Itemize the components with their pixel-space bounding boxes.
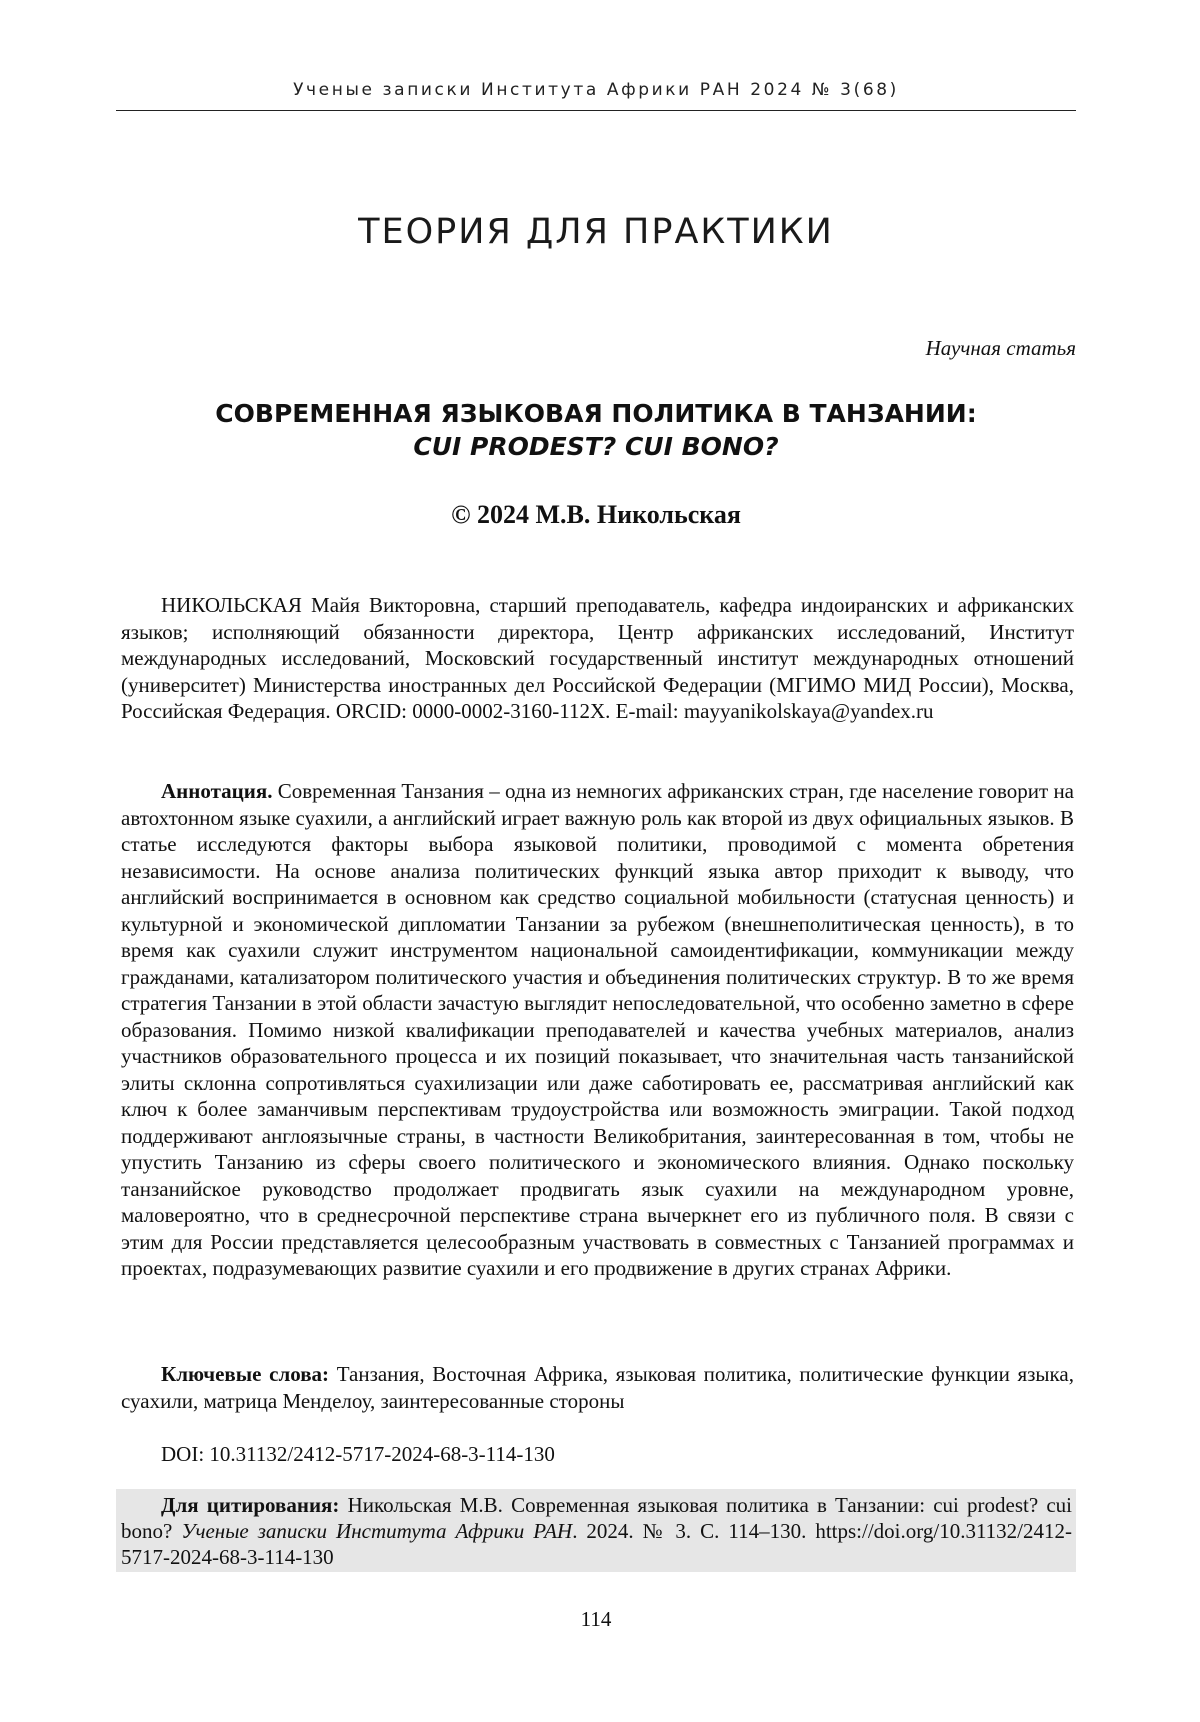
doi: DOI: 10.31132/2412-5717-2024-68-3-114-130 [121, 1441, 1074, 1468]
citation-text: Никольская М.В. Современная языковая политика в Танзании: cui prodest? cui bono? [121, 1493, 1072, 1543]
keywords-label: Ключевые слова: [161, 1362, 329, 1386]
citation-journal: Ученые записки Института Африки РАН [181, 1519, 572, 1543]
page-number: 114 [116, 1607, 1076, 1632]
keywords-text: Танзания, Восточная Африка, языковая политика, политические функции языка, суахили, матрица Менделоу, заинтересованные стороны [121, 1362, 1074, 1413]
abstract-text: Современная Танзания – одна из немногих африканских стран, где население говорит на автохтонном языке суахили, а английский играет важную роль как второй из двух официальных языков. В статье исследуются факторы выбора языковой политики, проводимой с момента обретения независимости. На основе анализа политических функций языка автор приходит к выводу, что английский воспринимается в основном как средство социальной мобильности (статусная ценность) и культурной и экономической дипломатии Танзании за рубежом (внешнеполитическая ценность), в то время как суахили служит инструментом национальной самоидентификации, коммуникации между гражданами, катализатором политического участия и объединения политических структур. В то же время стратегия Танзании в этой области зачастую выглядит непоследовательной, что особенно заметно в сфере образования. Помимо низкой квалификации преподавателей и качества учебных материалов, анализ участников образовательного процесса и их позиций показывает, что значительная часть танзанийской элиты склонна сопротивляться суахилизации или даже саботировать ее, рассматривая английский как ключ к более заманчивым перспективам трудоустройства или возможность эмиграции. Такой подход поддерживают англоязычные страны, в частности Великобритания, заинтересованная в том, чтобы не упустить Танзанию из сферы своего политического и экономического влияния. Однако поскольку танзанийское руководство продолжает продвигать язык суахили на международном уровне, маловероятно, что в среднесрочной перспективе страна вычеркнет его из публичного поля. В связи с этим для России представляется целесообразным участвовать в совместных с Танзанией программах и проектах, подразумевающих развитие суахили и его продвижение в других странах Африки. [121, 779, 1074, 1280]
article-title-line-2: CUI PRODEST? CUI BONO? [116, 430, 1076, 463]
header-rule [116, 110, 1076, 111]
citation-details: . 2024. № 3. С. 114–130. https://doi.org/10.31132/2412-5717-2024-68-3-114-130 [121, 1519, 1072, 1569]
running-header: Ученые записки Института Африки РАН 2024 № 3(68) [116, 80, 1076, 100]
abstract-label: Аннотация. [161, 779, 272, 803]
citation-label: Для цитирования: [161, 1493, 339, 1517]
section-title: ТЕОРИЯ ДЛЯ ПРАКТИКИ [116, 212, 1076, 252]
article-type: Научная статья [926, 336, 1076, 361]
keywords [121, 1361, 1074, 1414]
author-info: НИКОЛЬСКАЯ Майя Викторовна, старший преподаватель, кафедра индоиранских и африканских языков; исполняющий обязанности директора, Центр африканских исследований, Институт международных исследований, Московский государственный институт международных отношений (университет) Министерства иностранных дел Российской Федерации (МГИМО МИД России), Москва, Российская Федерация. ORCID: 0000-0002-3160-112X. E-mail: mayyanikolskaya@yandex.ru [121, 592, 1074, 725]
byline: © 2024 М.В. Никольская [116, 500, 1076, 530]
abstract [121, 778, 1074, 1282]
article-title [116, 397, 1076, 463]
article-title-line-1: СОВРЕМЕННАЯ ЯЗЫКОВАЯ ПОЛИТИКА В ТАНЗАНИИ: [215, 399, 976, 428]
journal-page [0, 0, 1200, 1722]
citation-box [116, 1489, 1076, 1572]
